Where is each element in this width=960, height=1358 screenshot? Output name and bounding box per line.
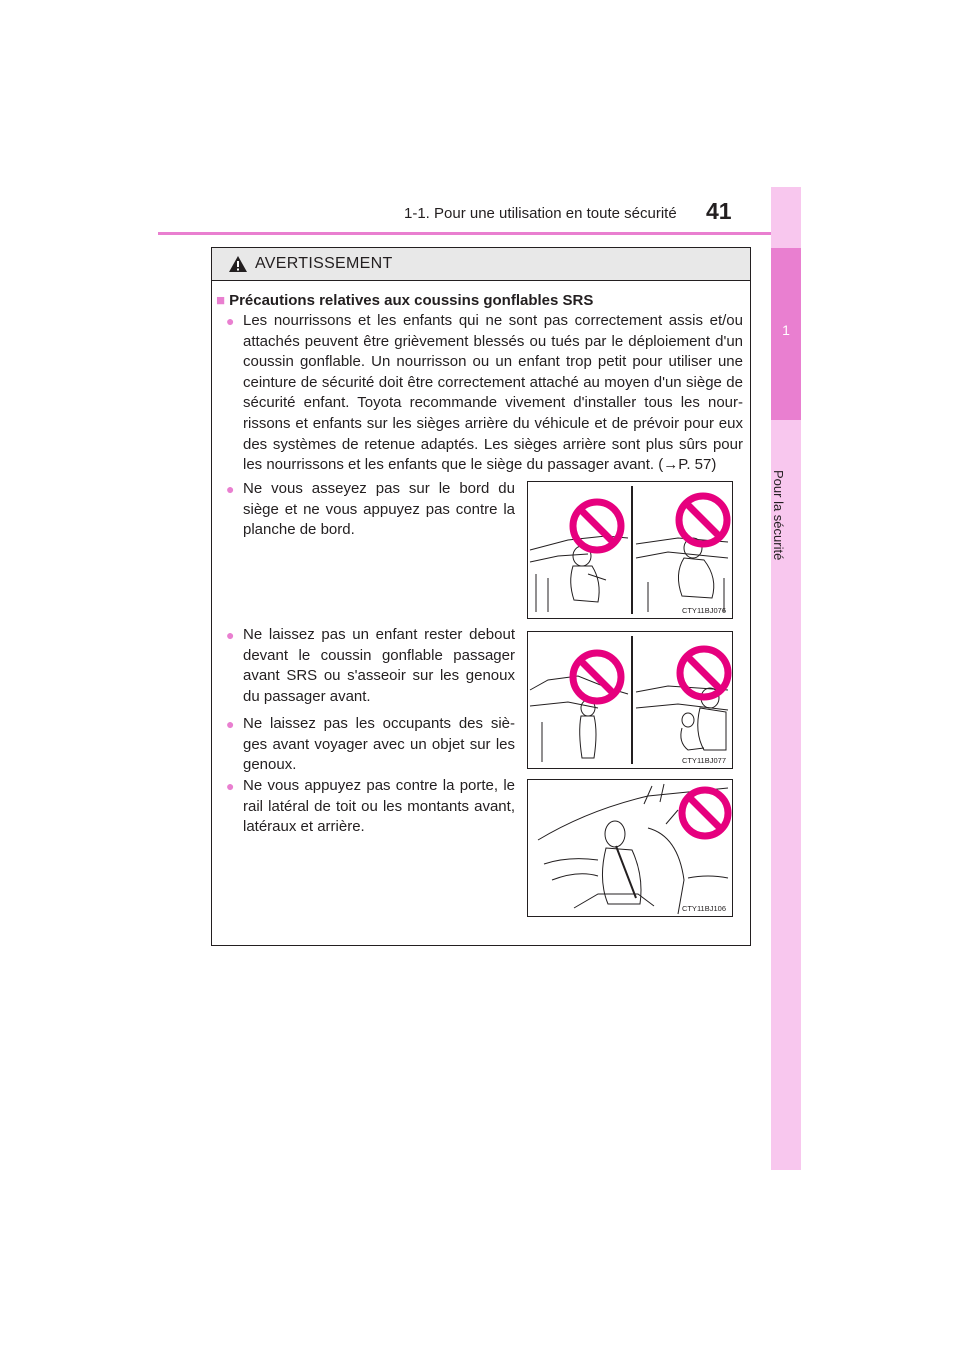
bullet-item xyxy=(226,479,515,541)
warning-title: AVERTISSEMENT xyxy=(255,255,393,272)
illustration-drawing xyxy=(528,632,732,768)
section-heading xyxy=(216,292,593,309)
bullet-text: Les nourrissons et les enfants qui ne sont pas correctement assis et/ou attachés peuvent être grièvement blessés ou tués par le déploiement d'un coussin gonflable. Un nourrisson ou un enfant trop petit pour utiliser une ceinture de sécurité doit être correctement attaché au moyen d'un siège de sécurité enfant. Toyota recommande vivement d'installer tous les nour-rissons et enfants sur les sièges arrière du véhicule et de prévoir pour eux des systèmes de retenue adaptés. Les sièges arrière sont plus sûrs pour les nourrissons et les enfants que le siège du passager avant. (→P. 57) xyxy=(243,312,743,474)
figure-code: CTY11BJ077 xyxy=(681,756,726,765)
prohibited-icon xyxy=(679,496,727,544)
bullet-item xyxy=(226,625,515,707)
section-marker: ■ xyxy=(216,292,226,309)
bullet-item xyxy=(226,714,515,776)
bullet-text: Ne vous appuyez pas contre la porte, le rail latéral de toit ou les montants avant, latéraux et arrière. xyxy=(243,777,515,836)
illustration-leaning-dashboard xyxy=(527,481,733,619)
bullet-item xyxy=(226,311,743,476)
chapter-label: Pour la sécurité xyxy=(771,470,786,561)
bullet-marker: ● xyxy=(226,627,235,643)
warning-box xyxy=(211,247,751,946)
illustration-drawing xyxy=(528,482,732,618)
prohibited-icon xyxy=(573,502,621,550)
bullet-text: Ne laissez pas les occupants des siè-ges avant voyager avec un objet sur les genoux. xyxy=(243,715,515,774)
bullet-marker: ● xyxy=(226,716,235,732)
illustration-leaning-door xyxy=(527,779,733,917)
bullet-marker: ● xyxy=(226,313,235,329)
header-rule xyxy=(158,232,800,235)
figure-code: CTY11BJ106 xyxy=(681,904,726,913)
section-heading-text: Précautions relatives aux coussins gonflables SRS xyxy=(229,292,594,309)
figure-code: CTY11BJ076 xyxy=(681,606,726,615)
illustration-child-standing xyxy=(527,631,733,769)
running-header-title: 1-1. Pour une utilisation en toute sécurité xyxy=(404,205,677,222)
chapter-number: 1 xyxy=(782,322,790,338)
warning-header xyxy=(212,248,750,281)
prohibited-icon xyxy=(682,790,728,836)
warning-triangle-icon xyxy=(228,255,248,273)
bullet-item xyxy=(226,776,515,838)
illustration-drawing xyxy=(528,780,732,916)
bullet-text: Ne laissez pas un enfant rester debout devant le coussin gonflable passager avant SRS ou s'asseoir sur les genoux du passager avant. xyxy=(243,626,515,705)
page-number: 41 xyxy=(706,198,732,224)
bullet-text: Ne vous asseyez pas sur le bord du siège et ne vous appuyez pas contre la planche de bord. xyxy=(243,480,515,539)
prohibited-icon xyxy=(680,649,728,697)
bullet-marker: ● xyxy=(226,481,235,497)
bullet-marker: ● xyxy=(226,778,235,794)
